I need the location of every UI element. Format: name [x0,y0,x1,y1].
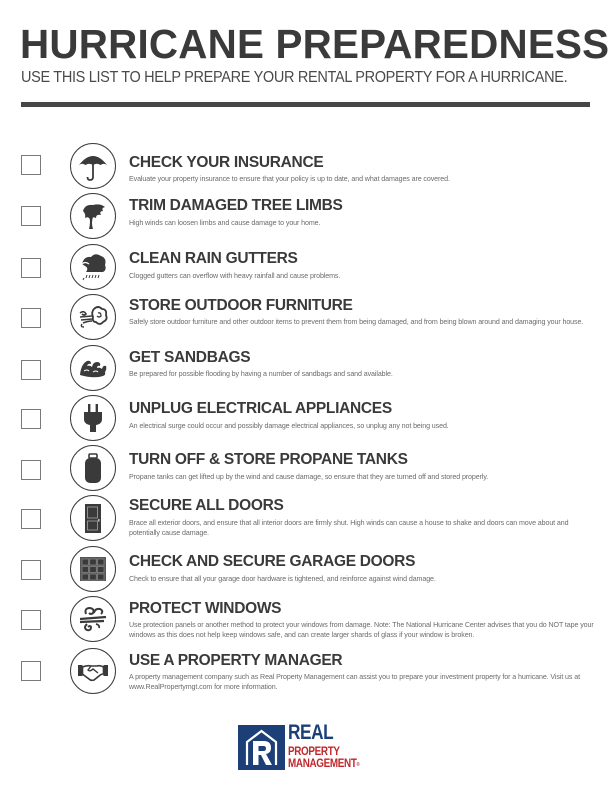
item-description: Use protection panels or another method to protect your windows from damage. Note: The National Hurricane Center advises that you do NOT tape your windows as this does not help keep windows safe, and can create larger shards of glass if your window is broken. [129,621,594,639]
handshake-icon [76,654,110,688]
checkbox[interactable] [21,258,41,278]
icon-badge [70,345,116,391]
checkbox[interactable] [21,460,41,480]
rain-cloud-icon [76,250,110,284]
logo-word-management [288,758,359,771]
house-r-logo-icon [238,725,285,770]
icon-badge [70,395,116,441]
checkbox[interactable] [21,206,41,226]
icon-badge [70,596,116,642]
item-description: Propane tanks can get lifted up by the wind and cause damage, so ensure that they are turned off and stored properly. [129,473,489,481]
page-title: HURRICANE PREPAREDNESS [20,21,610,67]
door-icon [76,501,110,535]
item-description: Safely store outdoor furniture and other outdoor items to prevent them from being damaged, and from being blown around and damaging your house. [129,318,584,326]
real-property-management-logo [238,721,378,771]
item-heading: CHECK AND SECURE GARAGE DOORS [129,553,416,570]
item-heading: USE A PROPERTY MANAGER [129,652,343,669]
item-description: Be prepared for possible flooding by having a number of sandbags and sand available. [129,370,393,378]
item-heading: PROTECT WINDOWS [129,600,282,617]
icon-badge [70,244,116,290]
checkbox[interactable] [21,509,41,529]
item-description: Evaluate your property insurance to ensure that your policy is up to date, and what damages are covered. [129,175,450,183]
item-heading: SECURE ALL DOORS [129,497,284,514]
item-heading: CLEAN RAIN GUTTERS [129,250,298,267]
checkbox[interactable] [21,360,41,380]
item-heading: STORE OUTDOOR FURNITURE [129,297,353,314]
item-description: Clogged gutters can overflow with heavy rainfall and cause problems. [129,272,341,280]
icon-badge [70,143,116,189]
logo-management-text: MANAGEMENT [288,758,357,770]
item-description: A property management company such as Real Property Management can assist you to prepare your investment property for a hurricane. Visit us at www.RealPropertymgt.com for more information. [129,673,580,691]
electrical-plug-icon [76,401,110,435]
wind-swirl-icon [76,602,110,636]
item-description: An electrical surge could occur and possibly damage electrical appliances, so unplug any not being used. [129,422,449,430]
checkbox[interactable] [21,308,41,328]
icon-badge [70,193,116,239]
checkbox[interactable] [21,155,41,175]
item-description: High winds can loosen limbs and cause damage to your home. [129,219,321,227]
item-heading: TRIM DAMAGED TREE LIMBS [129,197,343,214]
icon-badge [70,648,116,694]
checkbox[interactable] [21,560,41,580]
item-heading: CHECK YOUR INSURANCE [129,154,324,171]
item-heading: TURN OFF & STORE PROPANE TANKS [129,451,408,468]
windblown-tree-icon [76,199,110,233]
logo-word-real: REAL [288,721,334,744]
checkbox[interactable] [21,409,41,429]
item-heading: UNPLUG ELECTRICAL APPLIANCES [129,400,392,417]
checkbox[interactable] [21,661,41,681]
item-description: Check to ensure that all your garage door hardware is tightened, and reinforce against wind damage. [129,575,436,583]
item-heading: GET SANDBAGS [129,349,251,366]
checkbox[interactable] [21,610,41,630]
logo-word-property: PROPERTY [288,746,340,758]
propane-tank-icon [76,451,110,485]
icon-badge [70,495,116,541]
garage-door-icon [76,552,110,586]
flood-waves-icon [76,351,110,385]
umbrella-icon [76,149,110,183]
icon-badge [70,546,116,592]
icon-badge [70,445,116,491]
registered-mark: ® [356,762,360,768]
header-divider [21,102,590,107]
icon-badge [70,294,116,340]
wind-blowing-icon [76,300,110,334]
page-subtitle: USE THIS LIST TO HELP PREPARE YOUR RENTAL PROPERTY FOR A HURRICANE. [21,69,568,86]
item-description: Brace all exterior doors, and ensure that all interior doors are firmly shut. High winds can cause a house to shake and doors can move about and potentially cause damage. [129,519,569,537]
